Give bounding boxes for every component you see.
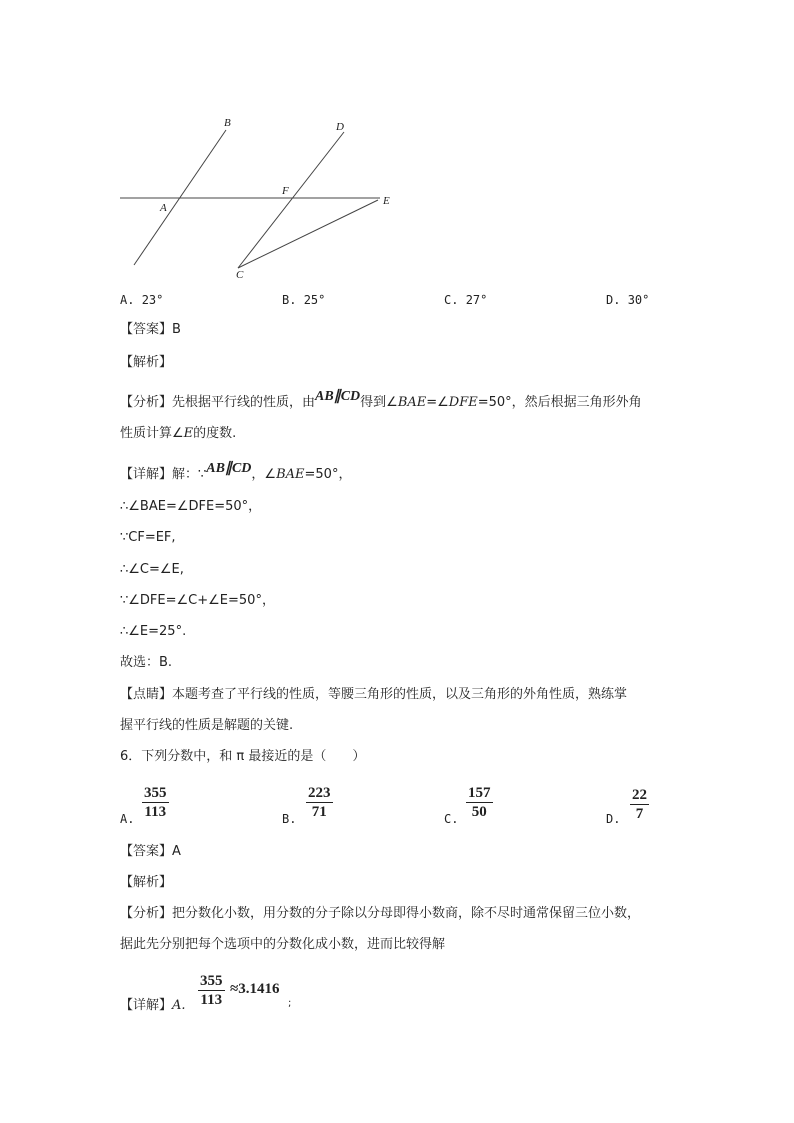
q6-detail-fraction: [198, 972, 225, 1009]
q5-dianjing-line2: 握平行线的性质是解题的关键.: [120, 718, 294, 733]
text: 本题考查了平行线的性质，等腰三角形的性质，以及三角形的外角性质，熟练掌: [172, 687, 628, 702]
label-C: C: [236, 269, 244, 281]
q5-option-b: [282, 293, 325, 307]
q5-step-4: ∵∠DFE=∠C+∠E=50°，: [120, 593, 275, 608]
q5-choose: 故选：B.: [120, 655, 173, 670]
section-tag: 【分析】: [120, 395, 173, 410]
q6-answer: 【答案】A: [120, 844, 181, 859]
option-value: 23°: [141, 293, 164, 307]
section-tag: 【分析】: [120, 906, 173, 921]
q6-option-b-fraction: [306, 784, 333, 821]
label-E: E: [383, 195, 390, 207]
math-ab-parallel-cd: AB∥CD: [206, 461, 252, 476]
option-letter: C.: [444, 293, 459, 307]
q5-option-c: [444, 293, 487, 307]
text: =∠: [426, 395, 449, 410]
q6-detail-tag: [120, 997, 186, 1015]
q6-detail-tail: ;: [288, 998, 292, 1009]
q5-fenxi-line1: [120, 389, 642, 412]
denominator: 7: [635, 806, 644, 822]
numerator: 223: [308, 785, 331, 801]
denominator: 113: [200, 992, 223, 1008]
math-angle: DFE: [448, 395, 478, 410]
q5-fenxi-line2: [120, 425, 236, 443]
numerator: 355: [144, 785, 167, 801]
text: =50°，: [304, 467, 352, 482]
numerator: 355: [200, 973, 223, 989]
text: ，∠: [251, 467, 277, 482]
math-angle: BAE: [276, 467, 305, 482]
label-D: D: [336, 121, 344, 133]
q6-option-a-letter: A.: [120, 812, 135, 826]
geometry-figure: [110, 110, 410, 285]
q6-question: 6．下列分数中，和 π 最接近的是（ ）: [120, 749, 366, 764]
option-value: 27°: [465, 293, 488, 307]
q5-step-1: ∴∠BAE=∠DFE=50°，: [120, 499, 262, 514]
text: 把分数化小数，用分数的分子除以分母即得小数商，除不尽时通常保留三位小数，: [172, 906, 641, 921]
q6-option-b-letter: B.: [282, 812, 297, 826]
denominator: 50: [471, 804, 487, 820]
line-CE: [238, 200, 378, 268]
text: 先根据平行线的性质，由: [172, 395, 316, 410]
q6-option-c-fraction: [466, 784, 493, 821]
denominator: 71: [311, 804, 327, 820]
q5-step-5: ∴∠E=25°.: [120, 624, 187, 639]
q5-option-a: [120, 293, 163, 307]
numerator: 157: [468, 785, 491, 801]
q6-fenxi-line2: 据此先分别把每个选项中的分数化成小数，进而比较得解: [120, 937, 446, 952]
math-ab-parallel-cd: AB∥CD: [315, 389, 361, 404]
text: =50°，然后根据三角形外角: [477, 395, 642, 410]
label-A: A: [160, 202, 167, 214]
q5-analysis-head: 【解析】: [120, 355, 173, 370]
q5-detail-line1: [120, 461, 352, 484]
label-B: B: [224, 117, 231, 129]
option-label: A.: [172, 998, 186, 1013]
option-letter: A.: [120, 293, 135, 307]
numerator: 22: [632, 787, 647, 803]
q6-fenxi-line1: [120, 905, 640, 923]
section-tag: 【详解】: [120, 467, 173, 482]
q6-option-d-letter: D.: [606, 812, 621, 826]
q6-analysis-head: 【解析】: [120, 875, 173, 890]
q6-option-c-letter: C.: [444, 812, 459, 826]
option-value: 30°: [627, 293, 650, 307]
q5-dianjing-line1: [120, 686, 627, 704]
line-CD: [238, 132, 344, 268]
q5-step-3: ∴∠C=∠E,: [120, 562, 184, 577]
denominator: 113: [144, 804, 167, 820]
q5-step-2: ∵CF=EF,: [120, 530, 176, 545]
section-tag: 【点睛】: [120, 687, 173, 702]
math-angle: E: [183, 426, 194, 441]
option-value: 25°: [303, 293, 326, 307]
text: 的度数.: [193, 426, 237, 441]
text: 得到∠: [360, 395, 398, 410]
math-angle: BAE: [397, 395, 427, 410]
option-letter: D.: [606, 293, 621, 307]
q6-detail-approx: ≈3.1416: [230, 981, 280, 997]
q5-option-d: [606, 293, 649, 307]
label-F: F: [282, 185, 289, 197]
section-tag: 【详解】: [120, 998, 173, 1013]
option-letter: B.: [282, 293, 297, 307]
q6-option-a-fraction: [142, 784, 169, 821]
text: 性质计算∠: [120, 426, 184, 441]
q5-answer: 【答案】B: [120, 322, 181, 337]
q6-option-d-fraction: [630, 786, 649, 823]
text: 解：∵: [172, 467, 207, 482]
